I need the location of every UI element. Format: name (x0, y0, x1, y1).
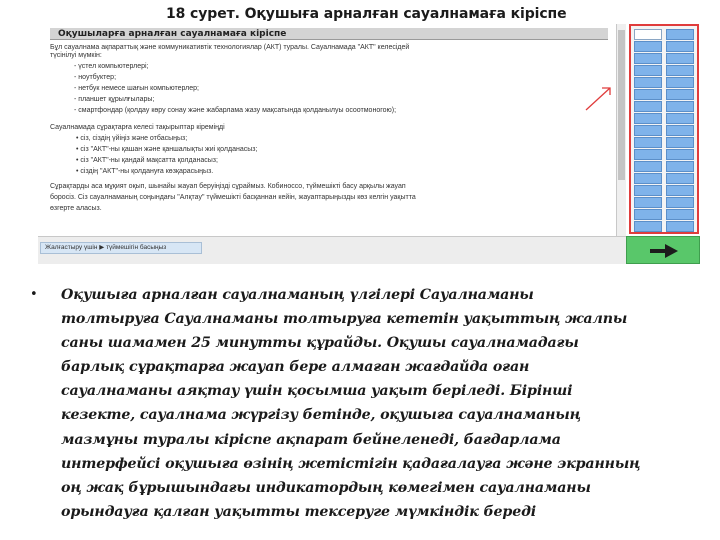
continue-hint: Жалғастыру үшін ▶ түймешігін басыңыз (40, 242, 202, 254)
paragraph-line: саны шамамен 25 минутты құрайды. Оқушы сауалнамадағы (61, 335, 579, 352)
bottom-status-area (38, 236, 626, 264)
survey-intro-text (50, 44, 608, 213)
indicator-cell[interactable] (666, 197, 694, 208)
bullet-icon: • (30, 287, 38, 302)
paragraph-line: сауалнаманы аяқтау үшін қосымша уақыт беріледі. Бірінші (61, 383, 573, 400)
device-list-item: - үстел компьютерлері; (74, 63, 149, 70)
instructions-line: боросіз. Сіз сауалнаманың соңындағы "Алқтау" түймешікті басқаннан кейін, жауаптарыңызды көз келгін уақытта (50, 194, 416, 201)
scrollbar-thumb[interactable] (618, 30, 625, 180)
indicator-cell[interactable] (634, 29, 662, 40)
indicator-cell[interactable] (666, 53, 694, 64)
paragraph-line: толтыруға Сауалнаманы толтыруға кететін уақыттың жалпы (61, 311, 628, 328)
indicator-cell[interactable] (634, 161, 662, 172)
indicator-cell[interactable] (634, 221, 662, 232)
indicator-cell[interactable] (634, 173, 662, 184)
figure-caption: 18 сурет. Оқушыға арналған сауалнамаға кіріспе (166, 6, 567, 22)
intro-line: түсінілуі мүмкін: (50, 52, 102, 59)
paragraph-line: интерфейсі оқушыға өзінің жетістігін қадағалауға және экранның (61, 455, 641, 472)
device-list-item: - ноутбуктер; (74, 74, 117, 81)
device-list-item: - смартфондар (қолдау көру сонау және жабарлама жазу мақсатында қолданылуы осоотмоногою); (74, 107, 397, 114)
arrow-right-icon (649, 244, 679, 258)
indicator-cell[interactable] (634, 185, 662, 196)
indicator-cell[interactable] (666, 65, 694, 76)
instructions-line: Сұрақтарды аса мұқият оқып, шынайы жауап беруіңізді сұраймыз. Кобиноссо, түймешікті басу арқылы жауап (50, 183, 406, 190)
panel-title: Оқушыларға арналған сауалнамаға кіріспе (50, 28, 608, 40)
indicator-cell[interactable] (666, 77, 694, 88)
instructions-line: өзгерте аласыз. (50, 205, 102, 212)
indicator-cell[interactable] (666, 149, 694, 160)
paragraph-line: барлық сұрақтарға жауап бере алмаған жағдайда оған (61, 359, 530, 376)
vertical-scrollbar[interactable] (616, 24, 626, 236)
progress-indicator-panel (629, 24, 699, 234)
topics-heading: Сауалнамада сұрақтарға келесі тақырыптар кіреміңді (50, 124, 225, 131)
indicator-cell[interactable] (666, 185, 694, 196)
indicator-cell[interactable] (634, 53, 662, 64)
paragraph-line: Оқушыға арналған сауалнаманың үлгілері Сауалнаманы (61, 287, 534, 303)
intro-line: Бұл сауалнама ақпараттық және коммуникативтік технологиялар (АКТ) туралы. Сауалнамада "АКТ" келесідей (50, 44, 410, 51)
topic-list-item: • сіз, сіздің үйіңіз және отбасыңыз; (76, 135, 188, 142)
paragraph-line: мазмұны туралы кіріспе ақпарат бейнеленеді, бағдарлама (61, 431, 561, 448)
indicator-cell[interactable] (634, 137, 662, 148)
indicator-cell[interactable] (666, 89, 694, 100)
topic-list-item: • сіздің "АКТ"-ны қолдануға көзқарасыңыз. (76, 168, 214, 175)
indicator-cell[interactable] (666, 161, 694, 172)
indicator-cell[interactable] (634, 197, 662, 208)
red-pointer-arrow-icon (584, 84, 614, 112)
description-paragraph (61, 283, 691, 524)
indicator-cell[interactable] (666, 113, 694, 124)
indicator-cell[interactable] (634, 89, 662, 100)
survey-panel (38, 24, 616, 236)
device-list-item: - планшет құрылғылары; (74, 96, 155, 103)
indicator-cell[interactable] (634, 65, 662, 76)
paragraph-line: кезекте, сауалнама жүргізу бетінде, оқушыға сауалнаманың (61, 407, 581, 424)
device-list-item: - нетбук немесе шағын компьютерлер; (74, 85, 199, 92)
indicator-cell[interactable] (634, 209, 662, 220)
survey-screenshot (38, 24, 700, 264)
indicator-cell[interactable] (666, 125, 694, 136)
indicator-cell[interactable] (666, 101, 694, 112)
topic-list-item: • сіз "АКТ"-ны қандай мақсатта қолданасыз; (76, 157, 218, 164)
next-button[interactable] (626, 236, 700, 264)
indicator-cell[interactable] (634, 41, 662, 52)
bottom-navigation-bar (38, 236, 700, 264)
indicator-cell[interactable] (666, 209, 694, 220)
indicator-cell[interactable] (634, 149, 662, 160)
paragraph-line: оң жақ бұрышындағы индикатордың көмегімен сауалнаманы (61, 479, 591, 496)
indicator-cell[interactable] (666, 221, 694, 232)
indicator-cell[interactable] (666, 29, 694, 40)
indicator-cell[interactable] (634, 77, 662, 88)
indicator-cell[interactable] (634, 113, 662, 124)
indicator-cell[interactable] (666, 41, 694, 52)
topic-list-item: • сіз "АКТ"-ны қашан және қаншалықты жиі қолданасыз; (76, 146, 258, 153)
paragraph-line: орындауға қалған уақытты тексеруге мүмкіндік береді (61, 503, 537, 520)
indicator-cell[interactable] (666, 173, 694, 184)
indicator-cell[interactable] (666, 137, 694, 148)
indicator-cell[interactable] (634, 101, 662, 112)
indicator-cell[interactable] (634, 125, 662, 136)
